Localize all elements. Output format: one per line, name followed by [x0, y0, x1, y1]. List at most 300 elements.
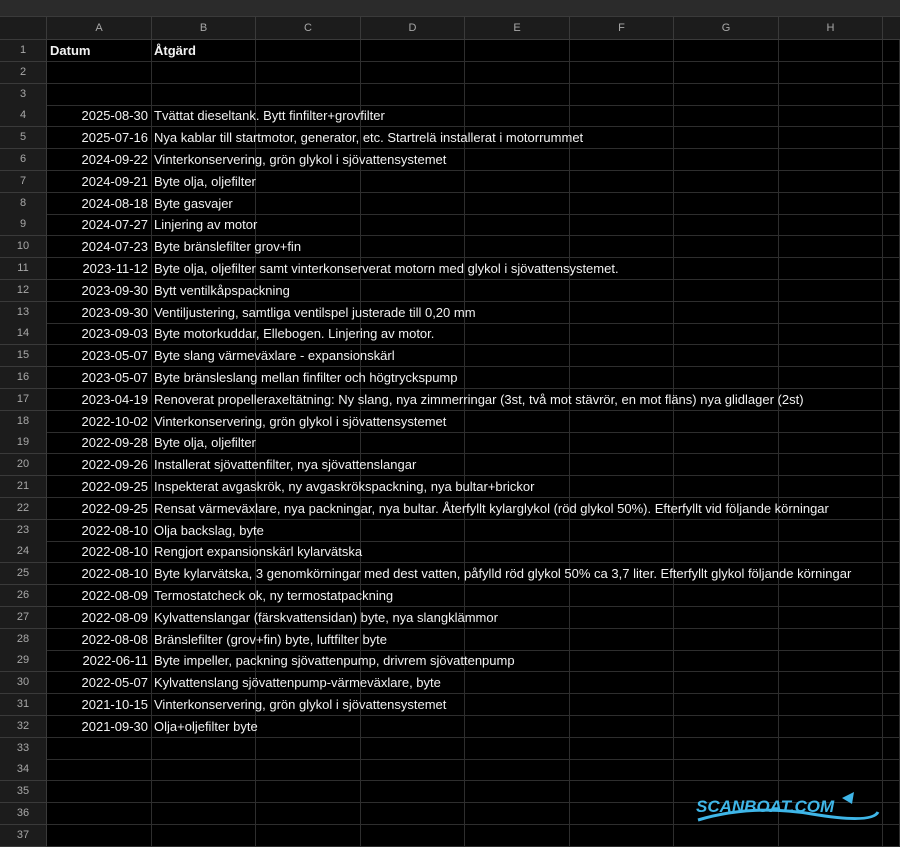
row-number[interactable]: 11: [0, 258, 47, 280]
date-cell[interactable]: Datum: [50, 43, 91, 58]
row-number[interactable]: 19: [0, 432, 47, 454]
grid-cell[interactable]: [674, 40, 779, 62]
date-cell[interactable]: 2021-10-15: [81, 697, 148, 712]
grid-cell[interactable]: [674, 454, 779, 476]
date-cell[interactable]: 2024-09-22: [81, 152, 148, 167]
action-cell[interactable]: Termostatcheck ok, ny termostatpackning: [154, 588, 394, 603]
action-cell[interactable]: Kylvattenslangar (färskvattensidan) byte, nya slangklämmor: [154, 609, 498, 625]
date-cell[interactable]: [47, 781, 148, 802]
grid-cell[interactable]: [570, 171, 674, 193]
grid-cell[interactable]: [883, 498, 900, 520]
grid-cell[interactable]: [779, 520, 883, 542]
action-cell[interactable]: Renoverat propelleraxeltätning: Ny slang, nya zimmerringar (3st, två mot stävrör, en mot fläns) nya glidlager (2st): [154, 391, 804, 407]
action-cell[interactable]: Installerat sjövattenfilter, nya sjövattenslangar: [154, 457, 417, 473]
date-cell[interactable]: 2024-09-21: [81, 173, 148, 189]
grid-cell[interactable]: [256, 738, 361, 760]
date-cell[interactable]: 2023-11-12: [82, 261, 148, 276]
column-header-f[interactable]: F: [570, 17, 674, 39]
date-cell[interactable]: 2022-08-09: [81, 609, 148, 625]
date-cell[interactable]: 2023-09-03: [81, 326, 148, 342]
action-cell[interactable]: Linjering av motor: [154, 217, 258, 233]
grid-cell[interactable]: [779, 345, 883, 367]
grid-cell[interactable]: [674, 476, 779, 498]
grid-cell[interactable]: [570, 825, 674, 847]
row-number[interactable]: 31: [0, 694, 47, 716]
row-number[interactable]: 4: [0, 105, 47, 127]
grid-cell[interactable]: [361, 193, 465, 215]
action-cell[interactable]: Byte olja, oljefilter: [154, 435, 256, 451]
date-cell[interactable]: 2022-09-25: [81, 479, 148, 494]
row-number[interactable]: 3: [0, 84, 47, 106]
grid-cell[interactable]: [465, 84, 570, 106]
grid-cell[interactable]: [465, 520, 570, 542]
grid-cell[interactable]: [779, 629, 883, 651]
grid-cell[interactable]: [674, 62, 779, 84]
column-header-e[interactable]: E: [465, 17, 570, 39]
grid-cell[interactable]: [779, 149, 883, 171]
action-cell[interactable]: Olja backslag, byte: [154, 522, 264, 538]
grid-cell[interactable]: [674, 585, 779, 607]
grid-cell[interactable]: [465, 367, 570, 389]
grid-cell[interactable]: [465, 345, 570, 367]
grid-cell[interactable]: [883, 672, 900, 694]
grid-cell[interactable]: [465, 541, 570, 563]
grid-cell[interactable]: [883, 236, 900, 258]
row-number[interactable]: 9: [0, 214, 47, 236]
grid-cell[interactable]: [361, 432, 465, 454]
grid-cell[interactable]: [465, 105, 570, 127]
grid-cell[interactable]: [570, 62, 674, 84]
date-cell[interactable]: 2021-09-30: [81, 718, 148, 734]
grid-cell[interactable]: [256, 520, 361, 542]
grid-cell[interactable]: [570, 476, 674, 498]
action-cell[interactable]: Bytt ventilkåpspackning: [154, 282, 290, 298]
grid-cell[interactable]: [883, 40, 900, 62]
grid-cell[interactable]: [674, 345, 779, 367]
grid-cell[interactable]: [465, 40, 570, 62]
grid-cell[interactable]: [883, 781, 900, 803]
grid-cell[interactable]: [570, 694, 674, 716]
row-number[interactable]: 15: [0, 345, 47, 367]
grid-cell[interactable]: [361, 541, 465, 563]
grid-cell[interactable]: [674, 541, 779, 563]
grid-cell[interactable]: [152, 781, 256, 803]
grid-cell[interactable]: [465, 236, 570, 258]
grid-cell[interactable]: [570, 345, 674, 367]
grid-cell[interactable]: [570, 40, 674, 62]
date-cell[interactable]: [47, 84, 148, 105]
grid-cell[interactable]: [674, 607, 779, 629]
grid-cell[interactable]: [465, 214, 570, 236]
action-cell[interactable]: Byte bränslefilter grov+fin: [154, 239, 302, 255]
grid-cell[interactable]: [779, 454, 883, 476]
grid-cell[interactable]: [674, 411, 779, 433]
grid-cell[interactable]: [570, 759, 674, 781]
action-cell[interactable]: Vinterkonservering, grön glykol i sjövattensystemet: [154, 152, 447, 167]
row-number[interactable]: 37: [0, 825, 47, 847]
grid-cell[interactable]: [570, 302, 674, 324]
grid-cell[interactable]: [570, 520, 674, 542]
grid-cell[interactable]: [256, 214, 361, 236]
grid-cell[interactable]: [883, 432, 900, 454]
grid-cell[interactable]: [883, 105, 900, 127]
date-cell[interactable]: 2023-05-07: [81, 370, 148, 385]
grid-cell[interactable]: [883, 367, 900, 389]
grid-cell[interactable]: [779, 672, 883, 694]
row-number[interactable]: 30: [0, 672, 47, 694]
grid-cell[interactable]: [779, 236, 883, 258]
row-number[interactable]: 24: [0, 541, 47, 563]
date-cell[interactable]: 2025-07-16: [81, 130, 148, 146]
date-cell[interactable]: 2024-07-27: [81, 217, 148, 233]
row-number[interactable]: 7: [0, 171, 47, 193]
grid-cell[interactable]: [570, 781, 674, 803]
grid-cell[interactable]: [361, 84, 465, 106]
date-cell[interactable]: [47, 759, 148, 780]
grid-cell[interactable]: [570, 541, 674, 563]
grid-cell[interactable]: [883, 302, 900, 324]
grid-cell[interactable]: [570, 193, 674, 215]
action-cell[interactable]: Byte impeller, packning sjövattenpump, drivrem sjövattenpump: [154, 653, 515, 669]
row-number[interactable]: 6: [0, 149, 47, 171]
date-cell[interactable]: 2022-09-28: [81, 435, 148, 451]
grid-cell[interactable]: [465, 149, 570, 171]
column-header-d[interactable]: D: [361, 17, 465, 39]
grid-cell[interactable]: [361, 738, 465, 760]
grid-cell[interactable]: [570, 367, 674, 389]
row-number[interactable]: 36: [0, 803, 47, 825]
grid-cell[interactable]: [465, 585, 570, 607]
grid-cell[interactable]: [883, 84, 900, 106]
grid-cell[interactable]: [465, 323, 570, 345]
grid-cell[interactable]: [256, 62, 361, 84]
grid-cell[interactable]: [570, 650, 674, 672]
grid-cell[interactable]: [883, 607, 900, 629]
grid-cell[interactable]: [465, 280, 570, 302]
grid-cell[interactable]: [779, 541, 883, 563]
column-header-b[interactable]: B: [152, 17, 256, 39]
grid-cell[interactable]: [256, 759, 361, 781]
grid-cell[interactable]: [570, 803, 674, 825]
grid-cell[interactable]: [779, 214, 883, 236]
grid-cell[interactable]: [674, 149, 779, 171]
grid-cell[interactable]: [361, 716, 465, 738]
date-cell[interactable]: 2024-07-23: [81, 239, 148, 255]
row-number[interactable]: 34: [0, 759, 47, 781]
date-cell[interactable]: 2022-10-02: [81, 413, 148, 429]
grid-cell[interactable]: [465, 411, 570, 433]
grid-cell[interactable]: [674, 302, 779, 324]
grid-cell[interactable]: [465, 193, 570, 215]
action-cell[interactable]: Nya kablar till startmotor, generator, etc. Startrelä installerat i motorrummet: [154, 130, 584, 146]
grid-cell[interactable]: [779, 367, 883, 389]
grid-cell[interactable]: [465, 629, 570, 651]
grid-cell[interactable]: [674, 323, 779, 345]
date-cell[interactable]: 2022-08-10: [81, 544, 148, 560]
action-cell[interactable]: Byte motorkuddar, Ellebogen. Linjering av motor.: [154, 326, 435, 342]
action-cell[interactable]: Byte slang värmeväxlare - expansionskärl: [154, 348, 395, 364]
grid-cell[interactable]: [570, 236, 674, 258]
row-number[interactable]: 25: [0, 563, 47, 585]
action-cell[interactable]: Inspekterat avgaskrök, ny avgaskrökspackning, nya bultar+brickor: [154, 479, 535, 494]
grid-cell[interactable]: [883, 127, 900, 149]
grid-cell[interactable]: [883, 411, 900, 433]
grid-cell[interactable]: [674, 520, 779, 542]
date-cell[interactable]: [47, 825, 148, 846]
grid-cell[interactable]: [674, 105, 779, 127]
date-cell[interactable]: 2022-09-25: [81, 500, 148, 516]
grid-cell[interactable]: [152, 803, 256, 825]
grid-cell[interactable]: [779, 738, 883, 760]
row-number[interactable]: 13: [0, 302, 47, 324]
date-cell[interactable]: 2022-06-11: [82, 653, 148, 669]
grid-cell[interactable]: [883, 825, 900, 847]
grid-cell[interactable]: [465, 781, 570, 803]
grid-cell[interactable]: [570, 607, 674, 629]
grid-cell[interactable]: [256, 716, 361, 738]
grid-cell[interactable]: [883, 193, 900, 215]
grid-cell[interactable]: [465, 171, 570, 193]
date-cell[interactable]: 2023-05-07: [81, 348, 148, 364]
date-cell[interactable]: [47, 803, 148, 824]
grid-cell[interactable]: [779, 694, 883, 716]
grid-cell[interactable]: [570, 323, 674, 345]
grid-cell[interactable]: [779, 193, 883, 215]
grid-cell[interactable]: [256, 193, 361, 215]
grid-cell[interactable]: [256, 171, 361, 193]
grid-cell[interactable]: [883, 650, 900, 672]
grid-cell[interactable]: [570, 149, 674, 171]
grid-cell[interactable]: [674, 367, 779, 389]
action-cell[interactable]: Tvättat dieseltank. Bytt finfilter+grovfilter: [154, 108, 385, 124]
grid-cell[interactable]: [361, 759, 465, 781]
grid-cell[interactable]: [570, 716, 674, 738]
grid-cell[interactable]: [779, 171, 883, 193]
grid-cell[interactable]: [883, 258, 900, 280]
row-number[interactable]: 21: [0, 476, 47, 498]
row-number[interactable]: 8: [0, 193, 47, 215]
grid-cell[interactable]: [256, 84, 361, 106]
grid-cell[interactable]: [883, 563, 900, 585]
grid-cell[interactable]: [883, 149, 900, 171]
grid-cell[interactable]: [570, 454, 674, 476]
grid-cell[interactable]: [465, 432, 570, 454]
grid-cell[interactable]: [779, 650, 883, 672]
grid-cell[interactable]: [152, 62, 256, 84]
row-number[interactable]: 2: [0, 62, 47, 84]
row-number[interactable]: 26: [0, 585, 47, 607]
grid-cell[interactable]: [779, 280, 883, 302]
grid-cell[interactable]: [465, 302, 570, 324]
grid-cell[interactable]: [883, 280, 900, 302]
grid-cell[interactable]: [570, 432, 674, 454]
grid-cell[interactable]: [779, 105, 883, 127]
grid-cell[interactable]: [570, 84, 674, 106]
action-cell[interactable]: Byte olja, oljefilter samt vinterkonserverat motorn med glykol i sjövattensystemet.: [154, 261, 619, 276]
grid-cell[interactable]: [674, 432, 779, 454]
grid-cell[interactable]: [152, 84, 256, 106]
action-cell[interactable]: Rengjort expansionskärl kylarvätska: [154, 544, 363, 560]
date-cell[interactable]: 2023-09-30: [81, 304, 148, 320]
date-cell[interactable]: 2025-08-30: [81, 108, 148, 124]
grid-cell[interactable]: [883, 759, 900, 781]
row-number[interactable]: 23: [0, 520, 47, 542]
grid-cell[interactable]: [883, 389, 900, 411]
date-cell[interactable]: 2022-08-10: [81, 566, 148, 582]
action-cell[interactable]: Byte olja, oljefilter: [154, 173, 256, 189]
grid-cell[interactable]: [570, 672, 674, 694]
grid-cell[interactable]: [674, 84, 779, 106]
date-cell[interactable]: 2022-09-26: [81, 457, 148, 473]
row-number[interactable]: 5: [0, 127, 47, 149]
column-header-c[interactable]: C: [256, 17, 361, 39]
grid-cell[interactable]: [674, 650, 779, 672]
row-number[interactable]: 32: [0, 716, 47, 738]
grid-cell[interactable]: [883, 585, 900, 607]
grid-cell[interactable]: [152, 738, 256, 760]
grid-cell[interactable]: [256, 781, 361, 803]
row-number[interactable]: 17: [0, 389, 47, 411]
grid-cell[interactable]: [361, 520, 465, 542]
grid-cell[interactable]: [361, 803, 465, 825]
grid-cell[interactable]: [256, 803, 361, 825]
action-cell[interactable]: Vinterkonservering, grön glykol i sjövattensystemet: [154, 697, 447, 712]
grid-cell[interactable]: [883, 803, 900, 825]
grid-cell[interactable]: [779, 607, 883, 629]
grid-cell[interactable]: [883, 716, 900, 738]
grid-cell[interactable]: [883, 214, 900, 236]
grid-cell[interactable]: [465, 803, 570, 825]
grid-cell[interactable]: [570, 629, 674, 651]
row-number[interactable]: 10: [0, 236, 47, 258]
row-number[interactable]: 29: [0, 650, 47, 672]
grid-cell[interactable]: [674, 214, 779, 236]
grid-cell[interactable]: [674, 280, 779, 302]
grid-cell[interactable]: [883, 345, 900, 367]
date-cell[interactable]: [47, 738, 148, 759]
grid-cell[interactable]: [256, 40, 361, 62]
action-cell[interactable]: Åtgärd: [154, 43, 196, 58]
grid-cell[interactable]: [883, 323, 900, 345]
grid-cell[interactable]: [883, 476, 900, 498]
grid-cell[interactable]: [256, 825, 361, 847]
grid-cell[interactable]: [779, 411, 883, 433]
action-cell[interactable]: Byte gasvajer: [154, 195, 233, 211]
date-cell[interactable]: 2022-08-08: [81, 631, 148, 647]
grid-cell[interactable]: [570, 127, 674, 149]
row-number[interactable]: 20: [0, 454, 47, 476]
grid-cell[interactable]: [361, 825, 465, 847]
grid-cell[interactable]: [152, 759, 256, 781]
grid-cell[interactable]: [883, 541, 900, 563]
select-all-corner[interactable]: [0, 17, 47, 39]
grid-cell[interactable]: [465, 738, 570, 760]
grid-cell[interactable]: [570, 280, 674, 302]
grid-cell[interactable]: [465, 62, 570, 84]
grid-cell[interactable]: [779, 258, 883, 280]
grid-cell[interactable]: [779, 585, 883, 607]
grid-cell[interactable]: [779, 302, 883, 324]
grid-cell[interactable]: [674, 171, 779, 193]
grid-cell[interactable]: [570, 738, 674, 760]
grid-cell[interactable]: [152, 825, 256, 847]
grid-cell[interactable]: [465, 454, 570, 476]
row-number[interactable]: 27: [0, 607, 47, 629]
grid-cell[interactable]: [256, 432, 361, 454]
grid-cell[interactable]: [674, 127, 779, 149]
date-cell[interactable]: 2022-05-07: [81, 675, 148, 691]
row-number[interactable]: 22: [0, 498, 47, 520]
row-number[interactable]: 33: [0, 738, 47, 760]
grid-cell[interactable]: [779, 716, 883, 738]
grid-cell[interactable]: [465, 825, 570, 847]
action-cell[interactable]: Ventiljustering, samtliga ventilspel justerade till 0,20 mm: [154, 304, 476, 320]
row-number[interactable]: 12: [0, 280, 47, 302]
grid-cell[interactable]: [674, 716, 779, 738]
grid-cell[interactable]: [570, 411, 674, 433]
grid-cell[interactable]: [779, 62, 883, 84]
date-cell[interactable]: [47, 62, 148, 83]
grid-cell[interactable]: [674, 258, 779, 280]
grid-cell[interactable]: [570, 585, 674, 607]
grid-cell[interactable]: [779, 40, 883, 62]
grid-cell[interactable]: [674, 738, 779, 760]
grid-cell[interactable]: [674, 672, 779, 694]
grid-cell[interactable]: [779, 432, 883, 454]
grid-cell[interactable]: [883, 738, 900, 760]
grid-cell[interactable]: [779, 476, 883, 498]
grid-cell[interactable]: [883, 62, 900, 84]
action-cell[interactable]: Byte bränsleslang mellan finfilter och högtryckspump: [154, 370, 458, 385]
action-cell[interactable]: Vinterkonservering, grön glykol i sjövattensystemet: [154, 413, 447, 429]
action-cell[interactable]: Kylvattenslang sjövattenpump-värmeväxlare, byte: [154, 675, 441, 691]
grid-cell[interactable]: [883, 694, 900, 716]
grid-cell[interactable]: [779, 323, 883, 345]
action-cell[interactable]: Rensat värmeväxlare, nya packningar, nya bultar. Återfyllt kylarglykol (röd glykol 50%). Efterfyllt vid följande körningar: [154, 500, 829, 516]
grid-cell[interactable]: [779, 84, 883, 106]
grid-cell[interactable]: [674, 193, 779, 215]
grid-cell[interactable]: [570, 105, 674, 127]
column-header-g[interactable]: G: [674, 17, 779, 39]
grid-cell[interactable]: [361, 236, 465, 258]
grid-cell[interactable]: [465, 716, 570, 738]
action-cell[interactable]: Olja+oljefilter byte: [154, 718, 258, 734]
row-number[interactable]: 18: [0, 411, 47, 433]
grid-cell[interactable]: [361, 214, 465, 236]
row-number[interactable]: 14: [0, 323, 47, 345]
date-cell[interactable]: 2023-04-19: [81, 391, 148, 407]
grid-cell[interactable]: [361, 40, 465, 62]
grid-cell[interactable]: [674, 694, 779, 716]
row-number[interactable]: 1: [0, 40, 47, 62]
grid-cell[interactable]: [883, 629, 900, 651]
grid-cell[interactable]: [883, 520, 900, 542]
action-cell[interactable]: Bränslefilter (grov+fin) byte, luftfilter byte: [154, 631, 388, 647]
grid-cell[interactable]: [465, 694, 570, 716]
grid-cell[interactable]: [465, 672, 570, 694]
grid-cell[interactable]: [361, 280, 465, 302]
column-header-h[interactable]: H: [779, 17, 883, 39]
grid-cell[interactable]: [779, 127, 883, 149]
row-number[interactable]: 28: [0, 629, 47, 651]
date-cell[interactable]: 2024-08-18: [81, 195, 148, 211]
grid-cell[interactable]: [674, 759, 779, 781]
column-header-i[interactable]: [883, 17, 900, 39]
date-cell[interactable]: 2022-08-09: [81, 588, 148, 603]
column-header-a[interactable]: A: [47, 17, 152, 39]
row-number[interactable]: 35: [0, 781, 47, 803]
date-cell[interactable]: 2023-09-30: [81, 282, 148, 298]
